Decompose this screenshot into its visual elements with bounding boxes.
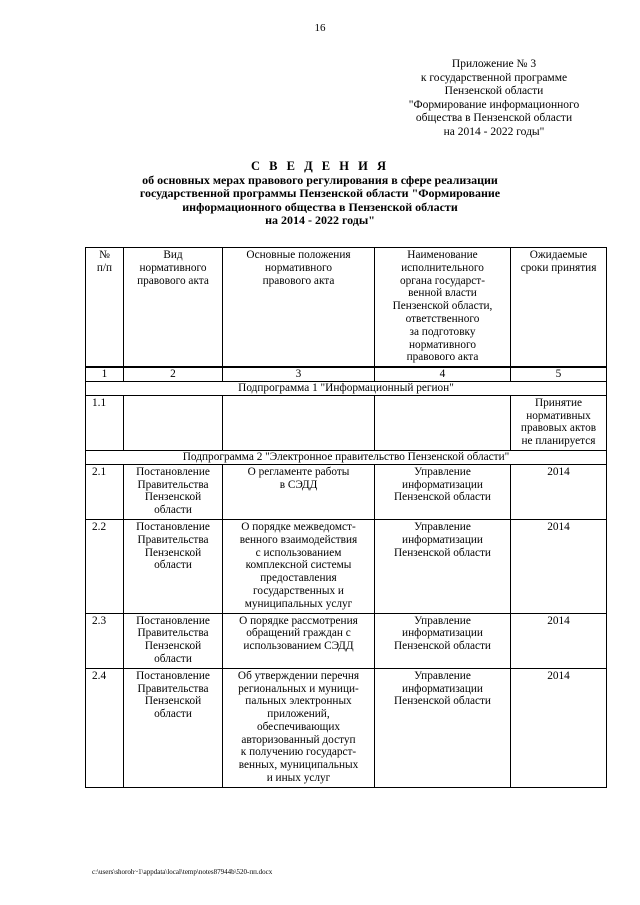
- text-line: "Формирование информационного: [408, 98, 580, 111]
- provisions-cell: [223, 395, 375, 450]
- text-line: Пензенской: [144, 546, 202, 559]
- column-index: 2: [124, 367, 223, 381]
- text-line: Управление: [414, 465, 471, 478]
- text-line: ответственного: [405, 312, 480, 325]
- text-line: 2014: [547, 614, 570, 627]
- act-type-cell: [124, 464, 223, 519]
- text-line: с использованием: [255, 546, 342, 559]
- subprogram-title: Подпрограмма 1 "Информационный регион": [86, 381, 607, 395]
- provisions-cell: [223, 519, 375, 613]
- text-line: Наименование: [407, 249, 478, 261]
- provisions-cell: [223, 668, 375, 787]
- text-line: Вид: [163, 249, 183, 261]
- table-header-row: [86, 248, 607, 368]
- text-line: пальных электронных: [245, 695, 352, 708]
- text-line: и иных услуг: [266, 772, 331, 785]
- text-line: исполнительного: [401, 261, 484, 274]
- text-line: государственных и: [253, 584, 344, 597]
- text-line: нормативного: [409, 338, 476, 351]
- text-line: Пензенской: [144, 640, 202, 653]
- text-line: венных, муниципальных: [238, 759, 359, 772]
- table-row: [86, 519, 607, 613]
- act-type-cell: [124, 668, 223, 787]
- column-index-row: [86, 367, 607, 381]
- provisions-cell: [223, 464, 375, 519]
- text-line: обеспечивающих: [256, 720, 341, 733]
- text-line: нормативных: [526, 409, 591, 422]
- column-index: 3: [223, 367, 375, 381]
- text-line: обращений граждан с: [246, 627, 351, 640]
- text-line: Управление: [414, 520, 471, 533]
- text-line: информатизации: [402, 533, 483, 546]
- text-line: Приложение № 3: [451, 58, 537, 70]
- text-line: правового акта: [137, 274, 209, 287]
- row-number: 1.1: [86, 395, 124, 450]
- header-provisions: [223, 248, 375, 368]
- text-line: Управление: [414, 614, 471, 627]
- text-line: нормативного: [139, 261, 207, 274]
- text-line: нормативного: [265, 261, 332, 274]
- table-row: [86, 464, 607, 519]
- text-line: области: [154, 504, 192, 517]
- document-heading: [120, 160, 520, 228]
- text-line: государственной программы Пензенской области "Формирование: [139, 186, 501, 201]
- table-row: [86, 668, 607, 787]
- text-line: Об утверждении перечня: [237, 669, 360, 682]
- text-line: сроки принятия: [520, 261, 597, 274]
- text-line: Пензенской: [144, 695, 202, 708]
- header-expected-term: [511, 248, 607, 368]
- text-line: Основные положения: [246, 249, 351, 261]
- provisions-cell: [223, 613, 375, 668]
- text-line: на 2014 - 2022 годы": [443, 125, 545, 138]
- row-number: 2.4: [86, 668, 124, 787]
- responsible-body-cell: [375, 668, 511, 787]
- text-line: Правительства: [137, 682, 209, 695]
- text-line: Правительства: [137, 627, 209, 640]
- text-line: правовых актов: [520, 422, 597, 435]
- responsible-body-cell: [375, 395, 511, 450]
- text-line: за подготовку: [409, 325, 476, 338]
- header-number: [86, 248, 124, 368]
- expected-term-cell: [511, 464, 607, 519]
- subprogram1-title-row: [86, 381, 607, 395]
- responsible-body-cell: [375, 519, 511, 613]
- text-line: информатизации: [402, 627, 483, 640]
- text-line: правового акта: [406, 351, 479, 364]
- header-responsible-body: [375, 248, 511, 368]
- text-line: Принятие: [534, 396, 583, 409]
- text-line: общества в Пензенской области: [415, 112, 573, 125]
- text-line: предоставления: [260, 572, 337, 585]
- text-line: Правительства: [137, 478, 209, 491]
- appendix-block: [390, 58, 598, 140]
- column-index: 5: [511, 367, 607, 381]
- text-line: венной власти: [408, 287, 477, 300]
- text-line: области: [154, 559, 192, 572]
- text-line: Постановление: [136, 614, 210, 627]
- text-line: информационного общества в Пензенской области: [182, 199, 458, 214]
- responsible-body-cell: [375, 613, 511, 668]
- act-type-cell: [124, 613, 223, 668]
- text-line: региональных и муници-: [238, 682, 359, 695]
- table-row: [86, 395, 607, 450]
- measures-table: [85, 247, 607, 788]
- text-line: О порядке рассмотрения: [239, 614, 358, 627]
- text-line: 2014: [547, 669, 570, 682]
- text-line: приложений,: [267, 708, 330, 721]
- text-line: об основных мерах правового регулирования в сфере реализации: [142, 172, 498, 187]
- text-line: венного взаимодействия: [239, 533, 358, 546]
- text-line: к получению государст-: [240, 746, 357, 759]
- text-line: Пензенской области,: [392, 300, 493, 313]
- text-line: Пензенской области: [394, 640, 491, 653]
- subprogram2-title-row: [86, 450, 607, 464]
- footer-file-path: c:\users\shoroh~1\appdata\local\temp\notes87944b\520-пп.docx: [92, 868, 273, 876]
- act-type-cell: [124, 395, 223, 450]
- text-line: Пензенской области: [394, 546, 491, 559]
- expected-term-cell: [511, 395, 607, 450]
- text-line: в СЭДД: [279, 478, 318, 491]
- subprogram-title: Подпрограмма 2 "Электронное правительство Пензенской области": [86, 450, 607, 464]
- text-line: Постановление: [136, 465, 210, 478]
- text-line: Пензенской области: [394, 695, 491, 708]
- expected-term-cell: [511, 519, 607, 613]
- text-line: на 2014 - 2022 годы": [265, 213, 375, 228]
- text-line: органа государст-: [399, 274, 486, 287]
- page-number: 16: [314, 22, 326, 34]
- text-line: авторизованный доступ: [241, 733, 356, 746]
- document-title: С В Е Д Е Н И Я: [251, 159, 389, 173]
- text-line: Ожидаемые: [529, 249, 588, 261]
- text-line: информатизации: [402, 478, 483, 491]
- text-line: №: [99, 249, 110, 261]
- text-line: Постановление: [136, 669, 210, 682]
- text-line: О регламенте работы: [247, 465, 350, 478]
- text-line: п/п: [96, 261, 113, 274]
- text-line: О порядке межведомст-: [241, 520, 356, 533]
- text-line: 2014: [547, 520, 570, 533]
- text-line: информатизации: [402, 682, 483, 695]
- expected-term-cell: [511, 668, 607, 787]
- expected-term-cell: [511, 613, 607, 668]
- text-line: муниципальных услуг: [244, 597, 353, 610]
- text-line: не планируется: [521, 435, 596, 448]
- responsible-body-cell: [375, 464, 511, 519]
- text-line: комплексной системы: [245, 559, 352, 572]
- text-line: правового акта: [262, 274, 335, 287]
- act-type-cell: [124, 519, 223, 613]
- row-number: 2.2: [86, 519, 124, 613]
- header-act-type: [124, 248, 223, 368]
- text-line: Управление: [414, 669, 471, 682]
- text-line: Пензенской: [144, 491, 202, 504]
- text-line: 2014: [547, 465, 570, 478]
- text-line: Правительства: [137, 533, 209, 546]
- text-line: Пензенской области: [444, 85, 544, 98]
- text-line: области: [154, 708, 192, 721]
- column-index: 4: [375, 367, 511, 381]
- column-index: 1: [86, 367, 124, 381]
- row-number: 2.3: [86, 613, 124, 668]
- text-line: Пензенской области: [394, 491, 491, 504]
- text-line: области: [154, 652, 192, 665]
- table-row: [86, 613, 607, 668]
- text-line: к государственной программе: [420, 71, 568, 84]
- text-line: использованием СЭДД: [243, 640, 354, 653]
- text-line: Постановление: [136, 520, 210, 533]
- row-number: 2.1: [86, 464, 124, 519]
